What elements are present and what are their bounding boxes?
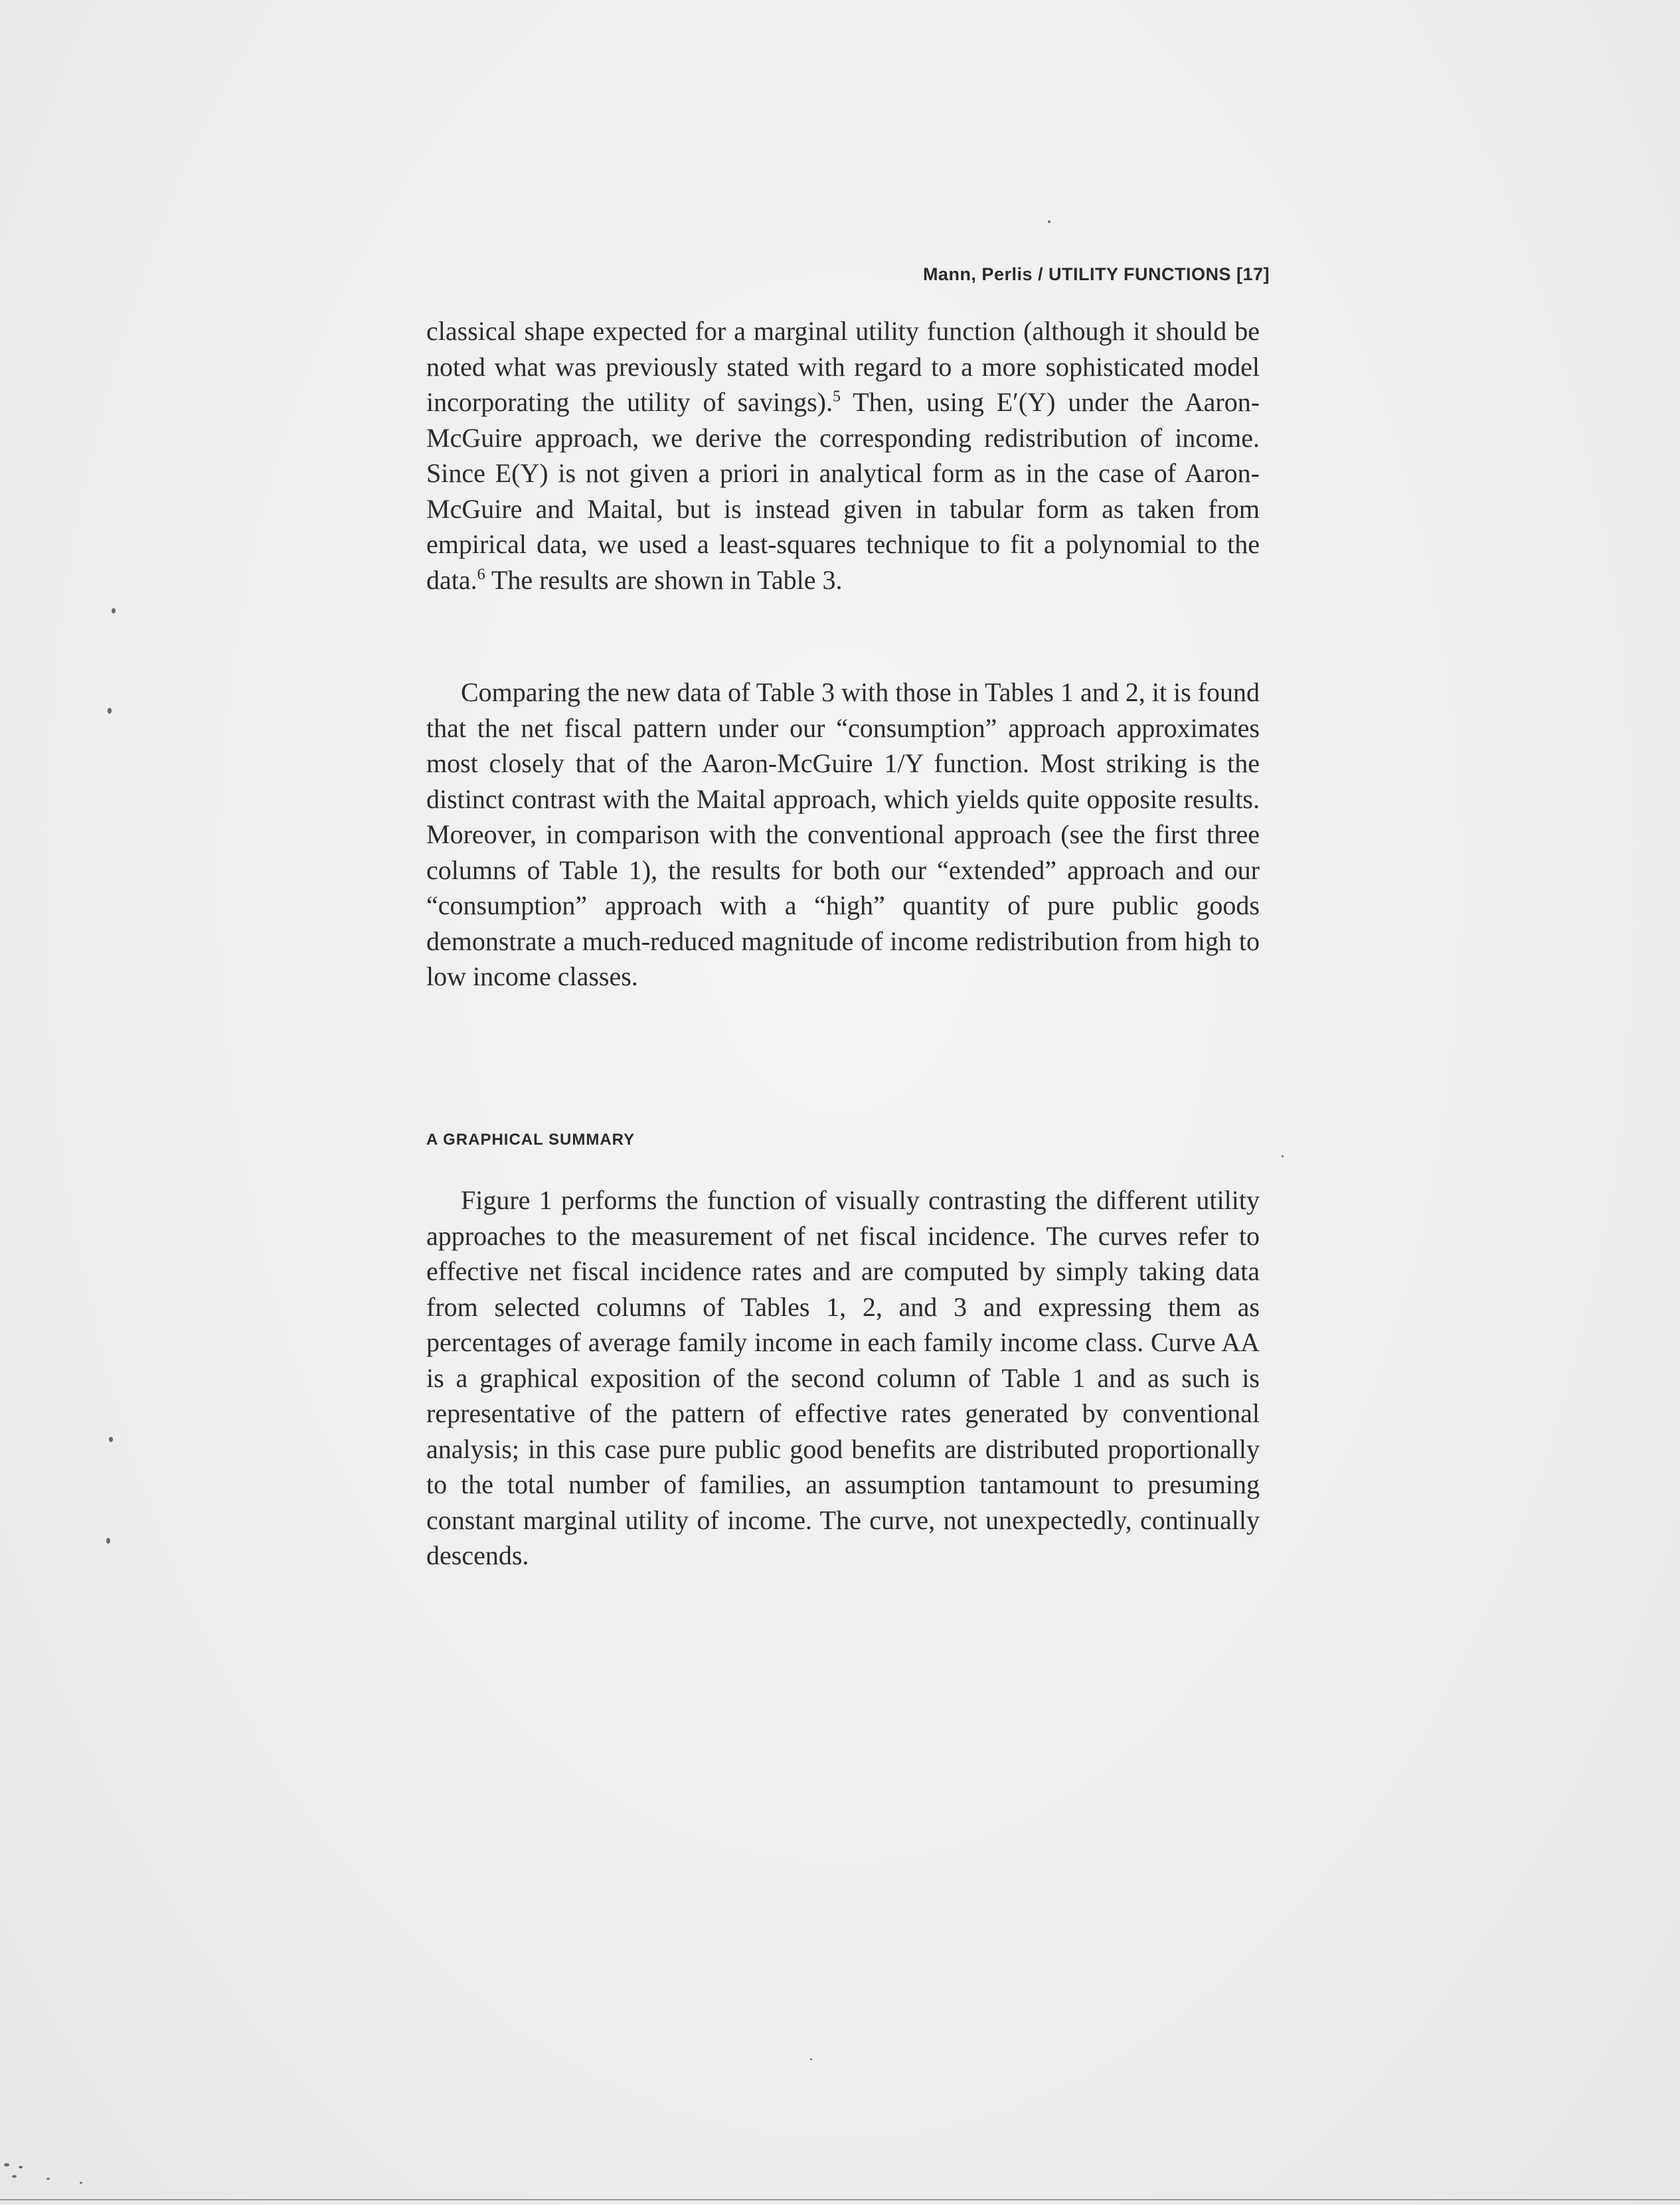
paragraph-2-text: Comparing the new data of Table 3 with those in Tables 1 and 2, it is found that the net fiscal pattern under our “consumption” approach approximates most closely that of the Aaron-McGuire 1/Y function. Most striking is the distinct contrast with the Maital approach, which yields quite opposite results. Moreover, in comparison with the conventional approach (see the first three columns of Table 1), the results for both our “extended” approach and our “consumption” approach with a “high” quantity of pure public goods demonstrate a much-reduced magnitude of income redistribution from high to low income classes. [426,677,1260,991]
scan-speck [1282,1155,1284,1157]
scan-speck [46,2178,50,2180]
paragraph-3 [426,1183,1260,1574]
paragraph-1-part-b: Then, using E′(Y) under the Aaron-McGuire approach, we derive the corresponding redistribution of income. Since E(Y) is not given a priori in analytical form as in the case of Aaron-McGuire and Maital, but is instead given in tabular form as taken from empirical data, we used a least-squares technique to fit a polynomial to the data. [426,387,1260,595]
footnote-marker-6[interactable]: 6 [477,566,485,584]
paragraph-2 [426,675,1260,995]
scan-speck [810,2058,812,2060]
scan-speck [1048,220,1050,223]
paragraph-1-part-a: classical shape expected for a marginal utility function (although it should be noted what was previously stated with regard to a more sophisticated model incorporating the utility of savings). [426,316,1260,417]
paragraph-1 [426,313,1260,598]
scan-speck [12,2175,17,2178]
paragraph-3-text: Figure 1 performs the function of visually contrasting the different utility approaches to the measurement of net fiscal incidence. The curves refer to effective net fiscal incidence rates and are computed by simply taking data from selected columns of Tables 1, 2, and 3 and expressing them as percentages of average family income in each family income class. Curve AA is a graphical exposition of the second column of Table 1 and as such is representative of the pattern of effective rates generated by conventional analysis; in this case pure public good benefits are distributed proportionally to the total number of families, an assumption tantamount to presuming constant marginal utility of income. The curve, not unexpectedly, continually descends. [426,1185,1260,1570]
scan-speck [109,1437,113,1442]
paragraph-1-text [426,313,1260,598]
scan-speck [108,708,112,714]
scan-edge-line [0,2199,1680,2200]
scan-speck [19,2166,23,2168]
paragraph-1-part-c: The results are shown in Table 3. [485,564,843,595]
scan-speck [4,2163,9,2166]
scan-speck [112,608,116,613]
section-heading: A GRAPHICAL SUMMARY [426,1131,635,1149]
scan-speck [106,1538,110,1544]
footnote-marker-5[interactable]: 5 [833,388,841,406]
running-head: Mann, Perlis / UTILITY FUNCTIONS [17] [922,264,1270,284]
scan-speck [80,2182,82,2184]
